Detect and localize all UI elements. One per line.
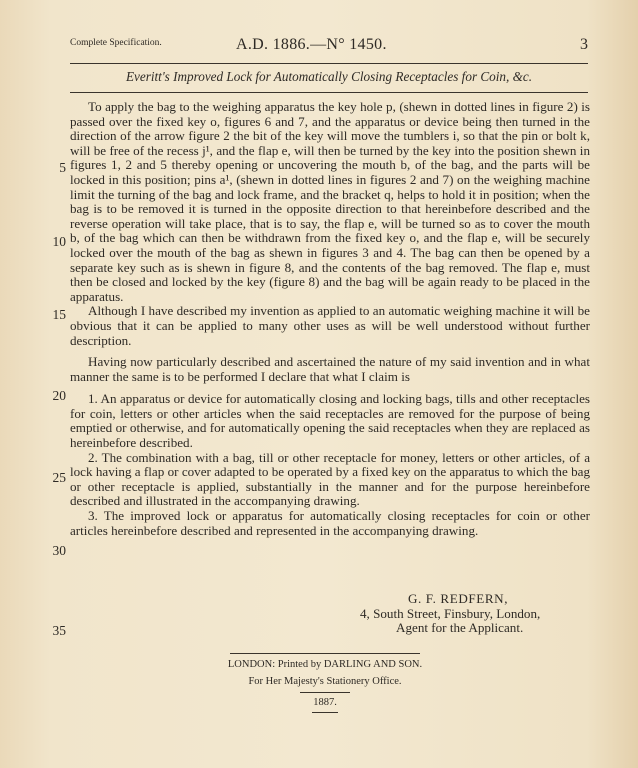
header-rule-top xyxy=(70,63,588,64)
agent-address: 4, South Street, Finsbury, London, xyxy=(360,605,541,621)
claim-2: 2. The combination with a bag, till or other receptacle for money, letters or other articles, of a lock having a flap or cover adapted to be operated by a fixed key on the apparatus to which the bag or other receptacle is applied, substantially in the manner and for the purpose hereinbefore described and illustrated in the accompanying drawing. xyxy=(70,449,590,509)
line-number: 5 xyxy=(59,160,66,175)
spec-label: Complete Specification. xyxy=(70,38,162,48)
line-number: 35 xyxy=(52,623,66,638)
footer-rule-middle xyxy=(300,692,350,693)
document-subtitle: Everitt's Improved Lock for Automatically Closing Receptacles for Coin, &c. xyxy=(125,69,533,84)
footer-rule-top xyxy=(230,653,420,654)
patent-number-title: A.D. 1886.—N° 1450. xyxy=(236,36,387,53)
office-line: For Her Majesty's Stationery Office. xyxy=(248,676,402,687)
line-number: 10 xyxy=(52,234,66,249)
footer-rule-bottom xyxy=(312,712,338,713)
claim-1: 1. An apparatus or device for automatically closing and locking bags, tills and other receptacles for coin, letters or other articles when the said receptacles are removed for the purpose of being emptied or otherwise, and for automatically opening the said receptacles when they are replaced as hereinbefore described. xyxy=(70,391,590,451)
agent-name: G. F. REDFERN, xyxy=(408,591,509,606)
agent-role: Agent for the Applicant. xyxy=(396,620,524,636)
signature-block xyxy=(360,592,600,636)
header-rule-bottom xyxy=(70,92,588,93)
paragraph: Having now particularly described and ascertained the nature of my said invention and in what manner the same is to be performed I declare that what I claim is xyxy=(70,354,590,384)
line-number: 15 xyxy=(52,307,66,322)
line-number: 20 xyxy=(52,388,66,403)
publication-year: 1887. xyxy=(313,697,337,708)
line-number: 25 xyxy=(52,470,66,485)
printer-line: LONDON: Printed by DARLING AND SON. xyxy=(227,659,423,670)
paragraph: Although I have described my invention as applied to an automatic weighing machine it will be obvious that it can be applied to many other uses as will be well understood without further description. xyxy=(70,303,590,348)
paragraph: To apply the bag to the weighing apparatus the key hole p, (shewn in dotted lines in figure 2) is passed over the fixed key o, figures 6 and 7, and the apparatus or device being then turned in the direction of the arrow figure 2 the bit of the key will move the tumblers i, so that the pin or bolt k, will be free of the recess j¹, and the flap e, will then be turned by the key into the position shewn in figures 1, 2 and 5 thereby opening or uncovering the mouth b, of the bag, and the parts will be locked in this position; pins a¹, (shewn in dotted lines in figures 2 and 7) on the weighing machine limit the turning of the bag and lock frame, and the bracket q, helps to hold it in position; when the bag is to be removed it is turned in the opposite direction to that hereinbefore described and the reverse operation will take place, that is to say, the flap e, will be turned so as to cover the mouth b, of the bag which can then be withdrawn from the fixed key o, and the flap e, will be securely locked over the mouth of the bag as shewn in figures 3 and 4. The bag can then be opened by a separate key such as is shewn in figure 8, and the contents of the bag removed. The flap e, must then be closed and locked by the key (figure 8) and the bag will be again ready to be placed in the apparatus. xyxy=(70,99,590,304)
line-number: 30 xyxy=(52,543,66,558)
claim-3: 3. The improved lock or apparatus for automatically closing receptacles for coin or other articles hereinbefore described and represented in the accompanying drawing. xyxy=(70,508,590,538)
body-text xyxy=(70,100,590,538)
page-number: 3 xyxy=(580,36,588,53)
